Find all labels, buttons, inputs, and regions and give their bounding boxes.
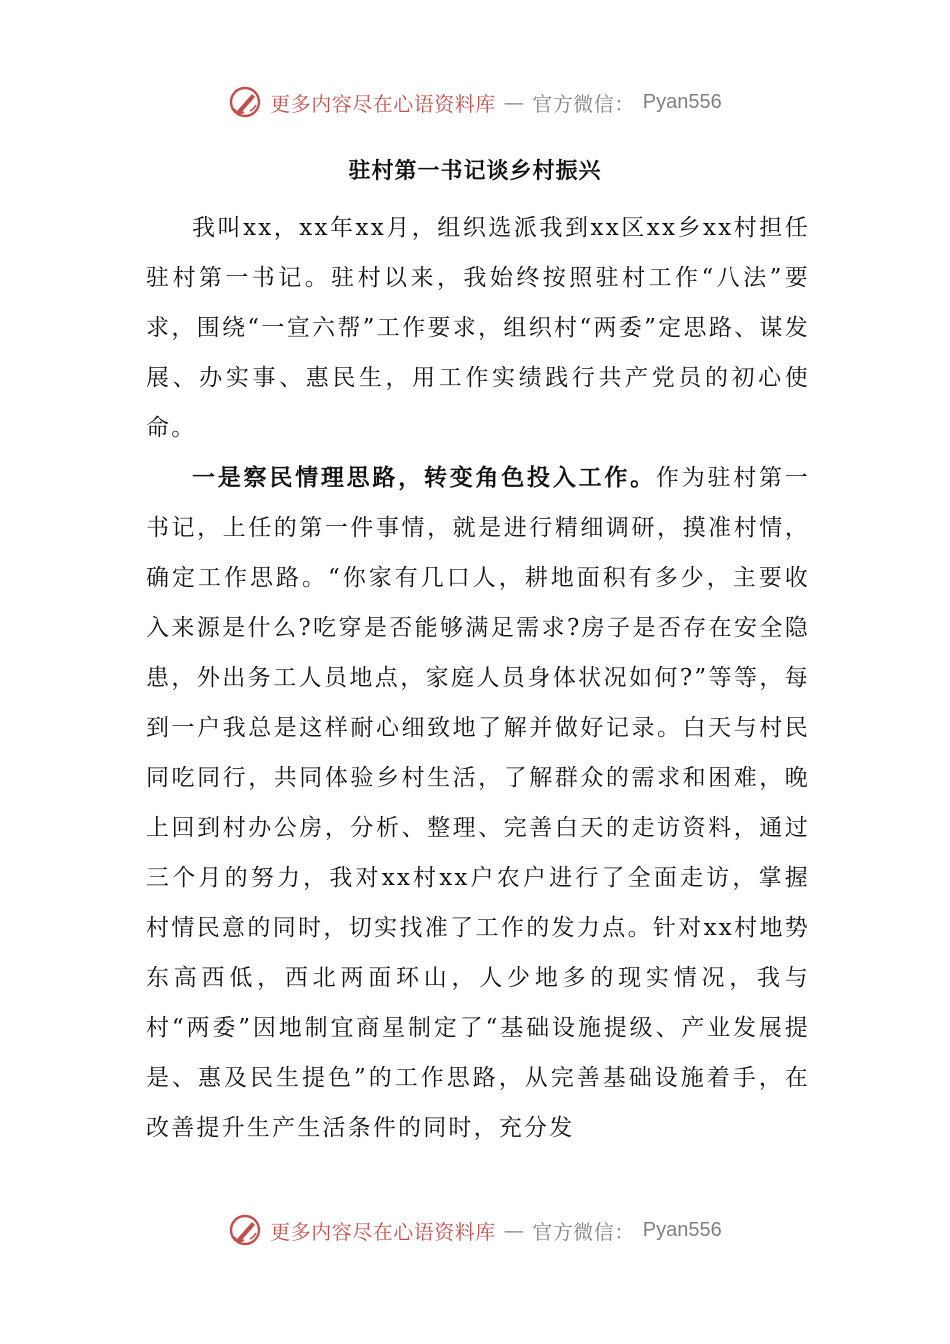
- header-watermark-banner: [0, 80, 950, 124]
- paragraph-intro: 我叫xx，xx年xx月，组织选派我到xx区xx乡xx村担任驻村第一书记。驻村以来，我始终按照驻村工作“八法”要求，围绕“一宣六帮”工作要求，组织村“两委”定思路、谋发展、办实事、惠民生，用工作实绩践行共产党员的初心使命。: [146, 215, 810, 441]
- banner-wechat-id: Pyan556: [642, 90, 722, 113]
- section-one-lead: 一是察民情理思路，转变角色投入工作。: [192, 464, 656, 491]
- document-body: [146, 203, 810, 1153]
- banner-dash: —: [503, 90, 525, 114]
- footer-watermark-banner: [0, 1208, 950, 1252]
- section-one-body: 作为驻村第一书记，上任的第一件事情，就是进行精细调研，摸准村情，确定工作思路。“你家有几口人，耕地面积有多少，主要收入来源是什么?吃穿是否能够满足需求?房子是否存在安全隐患，外出务工人员地点，家庭人员身体状况如何?”等等，每到一户我总是这样耐心细致地了解并做好记录。白天与村民同吃同行，共同体验乡村生活，了解群众的需求和困难，晚上回到村办公房，分析、整理、完善白天的走访资料，通过三个月的努力，我对xx村xx户农户进行了全面走访，掌握村情民意的同时，切实找准了工作的发力点。针对xx村地势东高西低，西北两面环山，人少地多的现实情况，我与村“两委”因地制宜商星制定了“基础设施提级、产业发展提是、惠及民生提色”的工作思路，从完善基础设施着手，在改善提升生产生活条件的同时，充分发: [146, 465, 810, 1141]
- banner-red-text: 更多内容尽在心语资料库: [270, 1219, 496, 1244]
- banner-gray-text: 官方微信：: [532, 1219, 635, 1244]
- pen-circle-logo-icon: [228, 85, 262, 119]
- banner-red-text: 更多内容尽在心语资料库: [270, 91, 496, 116]
- document-title: 驻村第一书记谈乡村振兴: [348, 158, 602, 184]
- banner-dash: —: [503, 1218, 525, 1242]
- pen-circle-logo-icon: [228, 1213, 262, 1247]
- banner-gray-text: 官方微信：: [532, 91, 635, 116]
- paragraph-section-one: [146, 453, 810, 1153]
- banner-wechat-id: Pyan556: [642, 1218, 722, 1241]
